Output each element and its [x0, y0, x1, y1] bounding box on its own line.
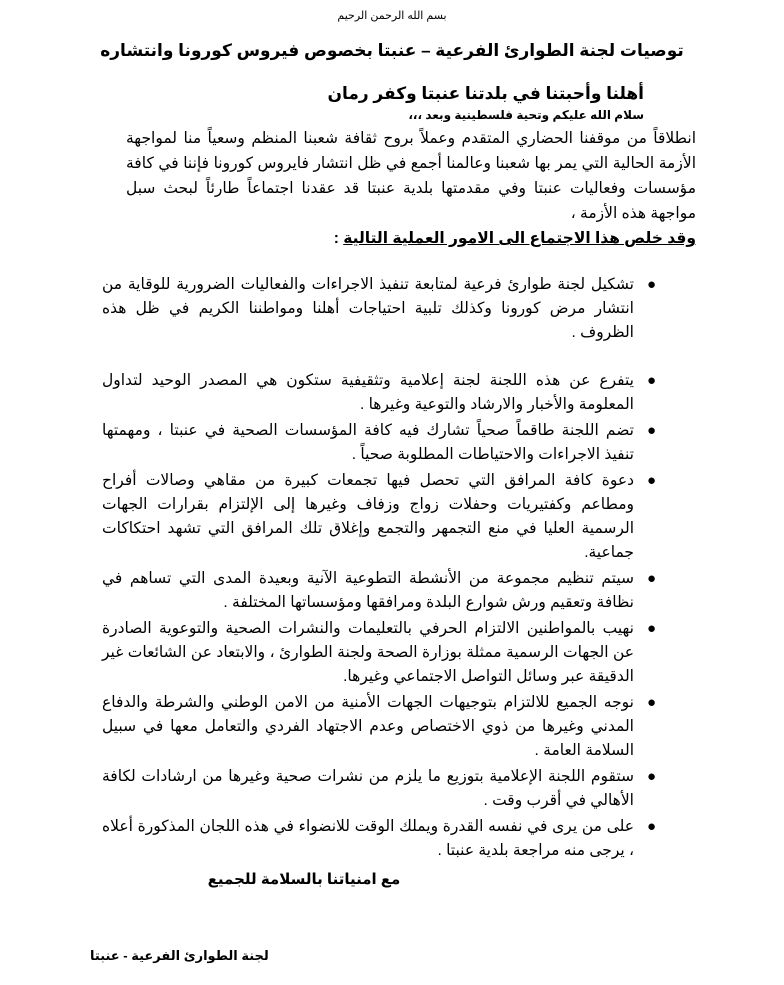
bullet-icon: ●	[646, 694, 656, 711]
recommendation-item	[102, 617, 656, 689]
recommendation-item	[102, 369, 656, 417]
conclusion-colon: :	[333, 230, 344, 247]
recommendation-text: نوجه الجميع للالتزام بتوجيهات الجهات الأمنية من الامن الوطني والشرطة والدفاع المدني وغيرها من ذوي الاختصاص وعدم الاجتهاد الفردي والتعامل معها في سبيل السلامة العامة .	[102, 694, 634, 759]
recommendation-item	[102, 273, 656, 345]
recommendation-text: دعوة كافة المرافق التي تحصل فيها تجمعات كبيرة من مقاهي وصالات أفراح ومطاعم وكفتيريات وحفلات زواج وزفاف وغيرها إلى الإلتزام بقرارات الجهات الرسمية العليا في منع التجمهر والتجمع وإغلاق تلك المرافق التي تشهد احتكاكات جماعية.	[102, 472, 634, 561]
document-body	[102, 82, 696, 891]
recommendation-text: تشكيل لجنة طوارئ فرعية لمتابعة تنفيذ الاجراءات والفعاليات الضرورية للوقاية من انتشار مرض كورونا وكذلك تلبية احتياجات أهلنا ومواطننا الكريم في ظل هذه الظروف .	[102, 276, 634, 341]
bullet-icon: ●	[646, 472, 656, 489]
intro-paragraph: انطلاقاً من موقفنا الحضاري المتقدم وعملاً بروح ثقافة شعبنا المنظم وسعياً منا لمواجهة الأزمة الحالية التي يمر بها شعبنا وعالمنا أجمع في ظل انتشار فايروس كورونا فإننا في كافة مؤسسات وفعاليات عنبتا وفي مقدمتها بلدية عنبتا قد عقدنا اجتماعاً طارئاً لبحث سبل مواجهة هذه الأزمة ،	[126, 130, 696, 222]
salutation: سلام الله عليكم وتحية فلسطينية وبعد ،،،	[408, 108, 644, 122]
recommendation-item	[102, 691, 656, 763]
recommendations-list	[102, 273, 656, 863]
recommendation-item	[102, 419, 656, 467]
bullet-icon: ●	[646, 372, 656, 389]
closing-line: مع امنياتنا بالسلامة للجميع	[207, 871, 401, 888]
bullet-icon: ●	[646, 570, 656, 587]
recommendation-item	[102, 469, 656, 565]
recommendation-item	[102, 765, 656, 813]
recommendation-text: تضم اللجنة طاقماً صحياً تشارك فيه كافة المؤسسات الصحية في عنبتا ، ومهمتها تنفيذ الاجراءات والاحتياطات المطلوبة صحياً .	[102, 422, 634, 463]
bullet-icon: ●	[646, 818, 656, 835]
recommendation-item	[102, 815, 656, 863]
recommendation-text: سيتم تنظيم مجموعة من الأنشطة التطوعية الآنية وبعيدة المدى التي تساهم في نظافة وتعقيم ورش شوارع البلدة ومرافقها ومؤسساتها المختلفة .	[102, 570, 634, 611]
recommendation-text: يتفرع عن هذه اللجنة لجنة إعلامية وتثقيفية ستكون هي المصدر الوحيد لتداول المعلومة والأخبار والارشاد والتوعية وغيرها .	[102, 372, 634, 413]
bullet-icon: ●	[646, 768, 656, 785]
signature: لجنة الطوارئ الفرعية - عنبتا	[90, 948, 269, 963]
conclusion-lead: وقد خلص هذا الاجتماع الى الامور العملية التالية	[343, 230, 696, 247]
document-title: توصيات لجنة الطوارئ الفرعية – عنبتا بخصوص فيروس كورونا وانتشاره	[100, 41, 684, 60]
basmala: بسم الله الرحمن الرحيم	[337, 10, 447, 22]
bullet-icon: ●	[646, 620, 656, 637]
bullet-icon: ●	[646, 422, 656, 439]
recommendation-item	[102, 567, 656, 615]
recommendation-text: ستقوم اللجنة الإعلامية بتوزيع ما يلزم من نشرات صحية وغيرها من ارشادات لكافة الأهالي في أقرب وقت .	[102, 768, 634, 809]
conclusion-heading	[126, 226, 696, 251]
bullet-icon: ●	[646, 276, 656, 293]
recommendation-text: على من يرى في نفسه القدرة ويملك الوقت للانضواء في هذه اللجان المذكورة أعلاه ، يرجى منه مراجعة بلدية عنبتا .	[102, 818, 634, 859]
recommendation-text: نهيب بالمواطنين الالتزام الحرفي بالتعليمات والنشرات الصحية والتوعوية الصادرة عن الجهات الرسمية ممثلة بوزارة الصحة ولجنة الطوارئ ، والابتعاد عن الشائعات غير الدقيقة عبر وسائل التواصل الاجتماعي وغيرها.	[102, 620, 634, 685]
greeting: أهلنا وأحبتنا في بلدتنا عنبتا وكفر رمان	[327, 84, 644, 103]
